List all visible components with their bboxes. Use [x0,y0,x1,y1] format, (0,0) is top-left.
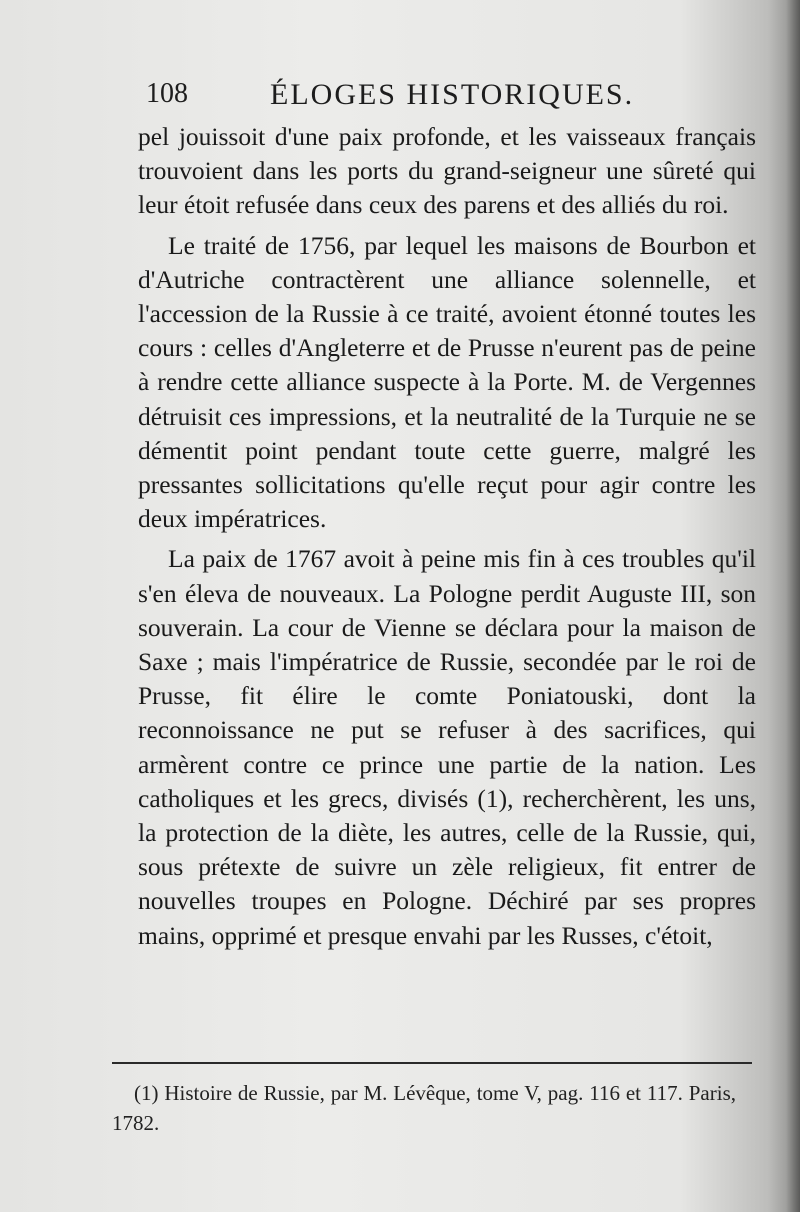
page-gutter-shadow [786,0,800,1212]
body-text [138,120,756,959]
page-number: 108 [146,78,188,109]
footnote-divider [112,1062,752,1064]
paragraph-treaty-1756: Le traité de 1756, par lequel les maisons de Bourbon et d'Autriche contractèrent une alliance solennelle, et l'accession de la Russie à ce traité, avoient étonné toutes les cours : celles d'Angleterre et de Prusse n'eurent pas de peine à rendre cette alliance suspecte à la Porte. M. de Vergennes détruisit ces impressions, et la neutralité de la Turquie ne se démentit point pendant toute cette guerre, malgré les pressantes sollicitations qu'elle reçut pour agir contre les deux impératrices. [138,230,756,534]
page-header [146,74,646,118]
paragraph-peace-1767: La paix de 1767 avoit à peine mis fin à ces troubles qu'il s'en éleva de nouveaux. La Pologne perdit Auguste III, son souverain. La cour de Vienne se déclara pour la maison de Saxe ; mais l'impératrice de Russie, secondée par le roi de Prusse, fit élire le comte Poniatouski, dont la reconnoissance ne put se refuser à des sacrifices, qui armèrent contre ce prince une partie de la nation. Les catholiques et les grecs, divisés (1), recherchèrent, les uns, la protection de la diète, les autres, celle de la Russie, qui, sous prétexte de suivre un zèle religieux, fit entrer de nouvelles troupes en Pologne. Déchiré par ses propres mains, opprimé et presque envahi par les Russes, c'étoit, [138,544,756,950]
running-title: ÉLOGES HISTORIQUES. [270,78,635,111]
paragraph-continuation: pel jouissoit d'une paix profonde, et les vaisseaux français trouvoient dans les ports du grand-seigneur une sûreté qui leur étoit refusée dans ceux des parens et des alliés du roi. [138,122,756,220]
footnote: (1) Histoire de Russie, par M. Lévêque, tome V, pag. 116 et 117. Paris, 1782. [112,1081,736,1135]
